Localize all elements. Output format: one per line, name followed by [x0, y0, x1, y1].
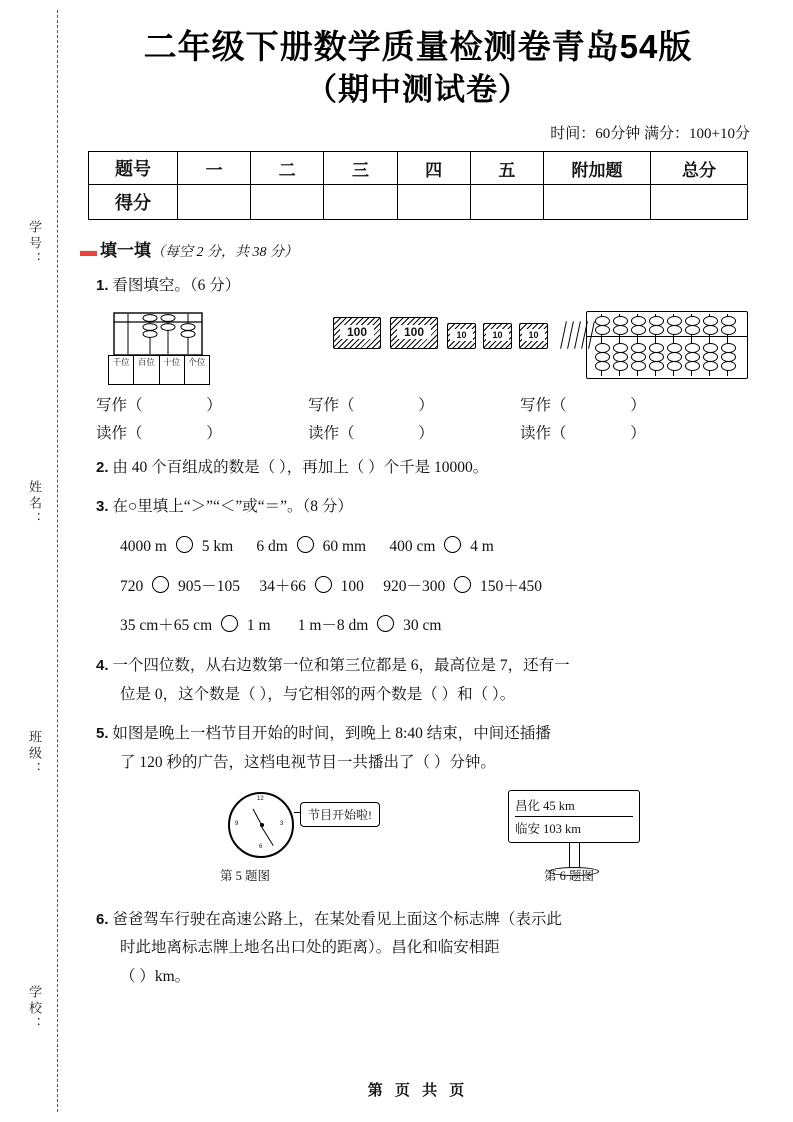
write-label-1: 写作（	[308, 396, 355, 414]
compare-right-2-0: 1 m	[246, 617, 271, 635]
compare-circle-2-1[interactable]	[377, 615, 394, 632]
compare-circle-0-0[interactable]	[176, 536, 193, 553]
question-2	[96, 454, 758, 483]
question-5-6-figures	[78, 788, 758, 900]
section-number-badge: ▬	[80, 241, 97, 260]
compare-left-2-1: 1 m－8 dm	[297, 617, 369, 635]
side-label-school: 学校：	[27, 985, 42, 1033]
read-field-1[interactable]	[308, 421, 520, 443]
write-close-1: ）	[418, 396, 434, 414]
compare-left-0-2: 400 cm	[389, 538, 436, 556]
write-field-1[interactable]	[308, 393, 520, 415]
read-label-1: 读作（	[308, 424, 355, 442]
compare-circle-0-1[interactable]	[297, 536, 314, 553]
banknote-10-value-0: 10	[450, 329, 473, 341]
page-footer: 第 页 共 页	[367, 1082, 469, 1099]
compare-left-1-1: 34＋66	[259, 577, 306, 595]
table-row-header	[89, 152, 748, 185]
section-heading	[80, 236, 758, 261]
compare-right-1-2: 150＋450	[480, 577, 543, 595]
side-label-name: 姓名：	[27, 480, 42, 528]
question-5-number: 5.	[96, 725, 109, 743]
score-table-col-6: 总分	[651, 152, 748, 185]
score-cell-4[interactable]	[470, 185, 543, 220]
compare-circle-0-2[interactable]	[444, 536, 461, 553]
question-3-text: 在○里填上“＞”“＜”或“＝”。（8 分）	[112, 498, 353, 516]
score-cell-3[interactable]	[397, 185, 470, 220]
banknote-100-icon	[333, 317, 381, 349]
question-4-line1: 一个四位数，从右边数第一位和第三位都是 6，最高位是 7，还有一	[112, 657, 570, 675]
compare-left-1-0: 720	[120, 577, 144, 595]
read-close-2: ）	[630, 424, 646, 442]
question-3-row-1	[120, 573, 758, 602]
write-close-0: ）	[206, 396, 222, 414]
place-value-cell-3: 个位	[188, 356, 206, 367]
score-table-col-5: 附加题	[544, 152, 651, 185]
place-value-label-box	[108, 355, 210, 385]
question-5-line2-wrap	[120, 749, 758, 778]
score-table-col-1: 二	[251, 152, 324, 185]
banknote-10-icon	[483, 323, 512, 349]
question-3-number: 3.	[96, 498, 109, 516]
question-5	[96, 720, 758, 749]
question-6	[96, 906, 758, 935]
banknote-100-value-1: 100	[397, 325, 431, 339]
road-sign-row-1: 临安 103 km	[515, 816, 633, 839]
place-value-cell-0: 千位	[109, 356, 134, 384]
compare-right-2-1: 30 cm	[403, 617, 442, 635]
compare-circle-1-2[interactable]	[454, 576, 471, 593]
compare-left-0-0: 4000 m	[120, 538, 167, 556]
question-4-line2: 位是 0，这个数是（ ），与它相邻的两个数是（ ）和（ ）。	[120, 685, 516, 703]
question-3	[96, 493, 758, 522]
exam-page	[78, 0, 758, 1122]
title-sub: （期中测试卷）	[306, 72, 530, 108]
side-label-student-id: 学号：	[27, 220, 42, 268]
clock-icon: 12 3 6 9	[228, 792, 294, 858]
score-table-col-3: 四	[397, 152, 470, 185]
read-line	[96, 421, 758, 443]
write-label-2: 写作（	[520, 396, 567, 414]
compare-left-0-1: 6 dm	[256, 538, 288, 556]
write-field-0[interactable]	[96, 393, 308, 415]
road-sign-board	[508, 790, 640, 843]
question-1-number: 1.	[96, 277, 109, 294]
banknote-100-icon	[390, 317, 438, 349]
read-label-2: 读作（	[520, 424, 567, 442]
banknote-10-value-2: 10	[522, 329, 545, 341]
score-table-row-label-1: 得分	[89, 185, 178, 220]
compare-circle-2-0[interactable]	[221, 615, 238, 632]
read-close-1: ）	[418, 424, 434, 442]
score-cell-6[interactable]	[651, 185, 748, 220]
question-6-line1: 爸爸驾车行驶在高速公路上，在某处看见上面这个标志牌（表示此	[112, 910, 562, 928]
banknote-10-value-1: 10	[486, 329, 509, 341]
banknote-10-icon	[447, 323, 476, 349]
write-line	[96, 393, 758, 415]
money-bundles-figure	[333, 317, 595, 349]
section-title: 填一填	[100, 241, 151, 260]
question-1	[96, 272, 758, 301]
score-table-col-2: 三	[324, 152, 397, 185]
compare-right-1-0: 905－105	[178, 577, 241, 595]
question-2-number: 2.	[96, 458, 109, 476]
question-5-line1: 如图是晚上一档节目开始的时间，到晚上 8:40 结束，中间还插播	[112, 725, 551, 743]
question-6-line3: （ ）km。	[120, 968, 191, 986]
compare-right-0-1: 60 mm	[322, 538, 367, 556]
fold-dashed-line	[57, 10, 58, 1112]
road-sign-post	[569, 843, 580, 867]
score-cell-1[interactable]	[251, 185, 324, 220]
page-title	[78, 26, 758, 110]
question-4-number: 4.	[96, 657, 109, 675]
read-close-0: ）	[206, 424, 222, 442]
question-4-line2-wrap	[120, 681, 758, 710]
score-table-col-0: 一	[178, 152, 251, 185]
write-field-2[interactable]	[520, 393, 732, 415]
banknote-10-icon	[519, 323, 548, 349]
question-5-line2: 了 120 秒的广告，这档电视节目一共播出了（ ）分钟。	[120, 754, 496, 772]
compare-left-2-0: 35 cm＋65 cm	[120, 617, 213, 635]
compare-left-1-2: 920－300	[383, 577, 446, 595]
title-main: 二年级下册数学质量检测卷青岛54版	[143, 28, 693, 65]
exam-meta: 时间：60分钟 满分：100+10分	[550, 126, 750, 142]
question-3-row-0	[120, 533, 758, 562]
question-6-line2: 时此地离标志牌上地名出口处的距离）。昌化和临安相距	[120, 939, 500, 957]
score-cell-0[interactable]	[178, 185, 251, 220]
score-table-col-4: 五	[470, 152, 543, 185]
question-1-text: 看图填空。（6 分）	[112, 277, 241, 294]
banknote-100-value-0: 100	[340, 325, 374, 339]
abacus-divider	[587, 336, 747, 337]
table-row-scores	[89, 185, 748, 220]
write-label-0: 写作（	[96, 396, 143, 414]
side-label-class: 班级：	[27, 730, 42, 778]
question-2-text: 由 40 个百组成的数是（ ），再加上（ ）个千是 10000。	[112, 458, 489, 476]
place-value-cell-1: 百位	[134, 356, 159, 384]
speech-bubble: 节目开始啦!	[300, 802, 380, 827]
question-6-line3-wrap	[120, 963, 758, 992]
place-value-cell-2: 十位	[160, 356, 185, 384]
clock-caption: 第 5 题图	[220, 868, 271, 883]
compare-right-0-2: 4 m	[470, 538, 494, 556]
write-close-2: ）	[630, 396, 646, 414]
score-table-row-label-0: 题号	[89, 152, 178, 185]
compare-right-0-0: 5 km	[201, 538, 234, 556]
question-3-row-2	[120, 612, 758, 641]
section-note: （每空 2 分，共 38 分）	[151, 245, 298, 260]
road-sign-icon	[508, 790, 640, 876]
question-4	[96, 652, 758, 681]
compare-circle-1-1[interactable]	[315, 576, 332, 593]
read-field-2[interactable]	[520, 421, 732, 443]
score-cell-5[interactable]	[544, 185, 651, 220]
question-1-figures	[78, 311, 758, 387]
question-6-line2-wrap	[120, 934, 758, 963]
sign-caption: 第 6 题图	[544, 868, 595, 883]
road-sign-row-0: 昌化 45 km	[515, 798, 575, 813]
abacus-icon	[586, 311, 748, 379]
compare-right-1-1: 100	[340, 577, 364, 595]
score-cell-2[interactable]	[324, 185, 397, 220]
score-table	[88, 151, 748, 220]
write-read-answer-lines	[96, 393, 758, 443]
compare-circle-1-0[interactable]	[152, 576, 169, 593]
question-6-number: 6.	[96, 910, 109, 928]
read-label-0: 读作（	[96, 424, 143, 442]
left-margin-rail	[0, 0, 62, 1122]
read-field-0[interactable]	[96, 421, 308, 443]
